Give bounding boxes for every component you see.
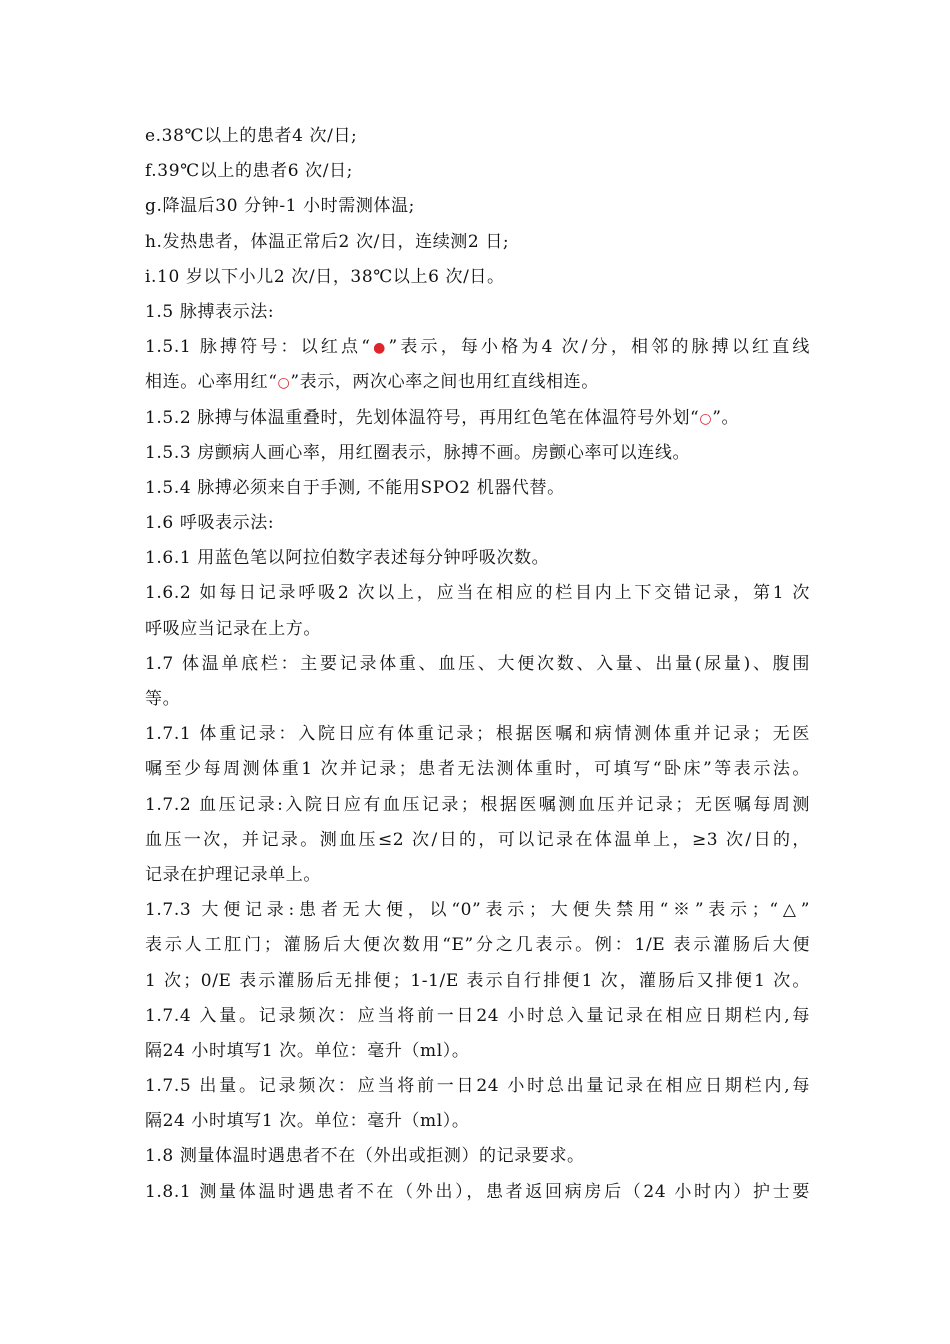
text-line: 1.8.1 测量体温时遇患者不在（外出），患者返回病房后（24 小时内）护士要: [145, 1181, 810, 1202]
text-line: 血压一次，并记录。测血压≤2 次/日的，可以记录在体温单上，≥3 次/日的，: [145, 829, 810, 850]
text-line: 等。: [145, 689, 181, 709]
section-heading: 1.7 体温单底栏：主要记录体重、血压、大便次数、入量、出量(尿量)、腹围: [145, 653, 810, 674]
section-heading: 1.6 呼吸表示法:: [145, 513, 275, 534]
text-line: 1.6.2 如每日记录呼吸2 次以上，应当在相应的栏目内上下交错记录，第1 次: [145, 583, 810, 604]
text-line: h.发热患者，体温正常后2 次/日，连续测2 日;: [145, 231, 510, 252]
text-line: g.降温后30 分钟-1 小时需测体温;: [145, 196, 416, 217]
text-line: 相连。心率用红“○”表示，两次心率之间也用红直线相连。: [145, 372, 599, 393]
text-line: 1.5.2 脉搏与体温重叠时，先划体温符号，再用红色笔在体温符号外划“○”。: [145, 407, 740, 428]
text-line: f.39℃以上的患者6 次/日;: [145, 161, 354, 182]
text-line: 1.5.4 脉搏必须来自于手测, 不能用SPO2 机器代替。: [145, 477, 565, 498]
text-line: 1 次；0/E 表示灌肠后无排便；1-1/E 表示自行排便1 次，灌肠后又排便1 次。: [145, 970, 810, 991]
section-heading: 1.5 脉搏表示法:: [145, 301, 275, 322]
text-line: 1.5.1 脉搏符号：以红点“●”表示，每小格为4 次/分，相邻的脉搏以红直线: [145, 337, 810, 358]
text-line: i.10 岁以下小儿2 次/日，38℃以上6 次/日。: [145, 266, 505, 287]
text-line: 表示人工肛门；灌肠后大便次数用“E”分之几表示。例：1/E 表示灌肠后大便: [145, 935, 810, 956]
section-heading: 1.8 测量体温时遇患者不在（外出或拒测）的记录要求。: [145, 1146, 585, 1167]
text-line: 1.7.3 大便记录:患者无大便，以“0”表示；大便失禁用“※”表示；“△”: [145, 900, 810, 921]
red-dot-icon: ●: [370, 340, 389, 357]
text-line: 嘱至少每周测体重1 次并记录；患者无法测体重时，可填写“卧床”等表示法。: [145, 759, 810, 780]
red-circle-icon: ○: [699, 410, 713, 427]
text-line: 呼吸应当记录在上方。: [145, 618, 321, 639]
red-circle-icon: ○: [277, 375, 291, 392]
text-line: 记录在护理记录单上。: [145, 864, 321, 885]
text-line: 1.7.2 血压记录:入院日应有血压记录；根据医嘱测血压并记录；无医嘱每周测: [145, 794, 810, 815]
text-line: 1.7.1 体重记录：入院日应有体重记录；根据医嘱和病情测体重并记录；无医: [145, 724, 810, 745]
text-line: 1.5.3 房颤病人画心率，用红圈表示，脉搏不画。房颤心率可以连线。: [145, 442, 691, 463]
text-line: 1.7.5 出量。记录频次：应当将前一日24 小时总出量记录在相应日期栏内,每: [145, 1076, 810, 1097]
text-line: 1.7.4 入量。记录频次：应当将前一日24 小时总入量记录在相应日期栏内,每: [145, 1005, 810, 1026]
text-line: e.38℃以上的患者4 次/日;: [145, 126, 358, 146]
document-body: [145, 119, 810, 1210]
text-line: 隔24 小时填写1 次。单位：毫升（ml）。: [145, 1111, 470, 1132]
text-line: 隔24 小时填写1 次。单位：毫升（ml）。: [145, 1040, 470, 1061]
text-line: 1.6.1 用蓝色笔以阿拉伯数字表述每分钟呼吸次数。: [145, 548, 550, 569]
